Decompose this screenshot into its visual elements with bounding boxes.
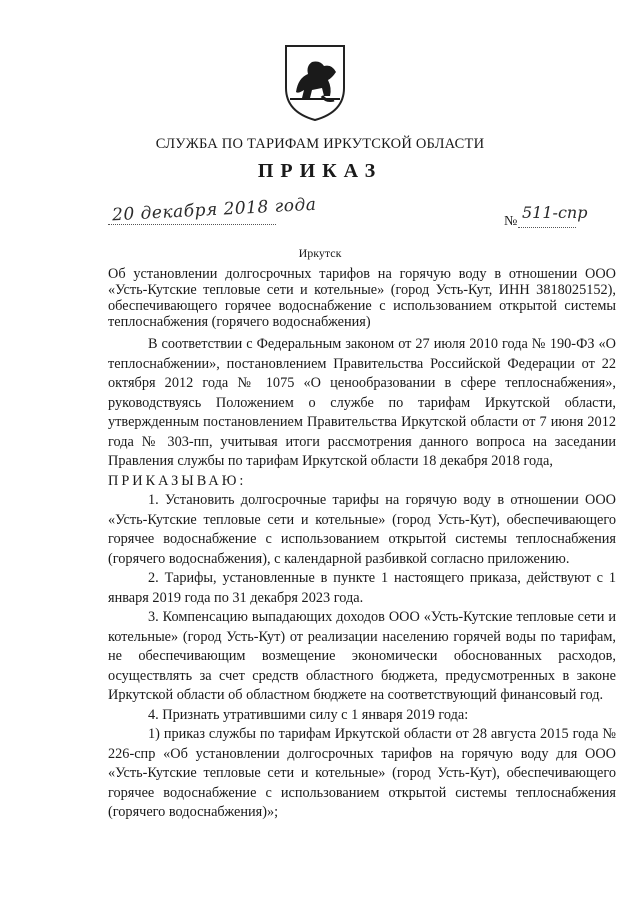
number-underline <box>518 227 576 228</box>
order-item-1: 1. Установить долгосрочные тарифы на горячую воду в отношении ООО «Усть-Кутские тепловые сети и котельные» (город Усть-Кут), обеспечивающего горячее водоснабжение с использованием открытой системы теплоснабжения (горячего водоснабжения), с календарной разбивкой согласно приложению. <box>108 492 616 567</box>
organization-name: СЛУЖБА ПО ТАРИФАМ ИРКУТСКОЙ ОБЛАСТИ <box>155 136 485 152</box>
document-type-title: ПРИКАЗ <box>257 160 383 182</box>
handwritten-number: 511-спр <box>522 203 588 222</box>
date-underline <box>108 224 276 225</box>
preamble-paragraph: В соответствии с Федеральным законом от 27 июля 2010 года № 190-ФЗ «О теплоснабжении», постановлением Правительства Российской Федерации от 22 октября 2012 года № 1075 «О ценообразовании в сфере теплоснабжения», руководствуясь Положением о службе по тарифам Иркутской области, утвержденным постановлением Правительства Иркутской области от 7 июня 2012 года № 303-пп, учитывая итоги рассмотрения данного вопроса на заседании Правления службы по тарифам Иркутской области 18 декабря 2018 года, <box>108 336 616 469</box>
order-body <box>108 335 616 823</box>
coat-of-arms-icon <box>282 42 348 122</box>
order-item-4-1: 1) приказ службы по тарифам Иркутской области от 28 августа 2015 года № 226-спр «Об установлении долгосрочных тарифов на горячую воду для ООО «Усть-Кутские тепловые сети и котельные» (город Усть-Кут), обеспечивающего горячее водоснабжение с использованием открытой системы теплоснабжения (горячего водоснабжения)»; <box>108 726 616 820</box>
number-label: № <box>504 214 518 229</box>
order-word: ПРИКАЗЫВАЮ: <box>108 472 247 489</box>
order-item-4: 4. Признать утратившими силу с 1 января 2019 года: <box>148 706 469 723</box>
city-name: Иркутск <box>298 246 342 260</box>
order-item-2: 2. Тарифы, установленные в пункте 1 настоящего приказа, действуют с 1 января 2019 года по 31 декабря 2023 года. <box>108 570 616 606</box>
handwritten-date: 20 декабря 2018 года <box>111 194 317 226</box>
order-subject: Об установлении долгосрочных тарифов на горячую воду в отношении ООО «Усть-Кутские тепловые сети и котельные» (город Усть-Кут, ИНН 3818025152), обеспечивающего горячее водоснабжение с использованием открытой системы теплоснабжения (горячего водоснабжения) <box>108 266 616 330</box>
order-item-3: 3. Компенсацию выпадающих доходов ООО «Усть-Кутские тепловые сети и котельные» (город Усть-Кут) от реализации населению горячей воды по тарифам, не обеспечивающим возмещение экономически обоснованных расходов, осуществлять за счет средств областного бюджета, предусмотренных в законе Иркутской области об областном бюджете на соответствующий финансовый год. <box>108 609 616 703</box>
